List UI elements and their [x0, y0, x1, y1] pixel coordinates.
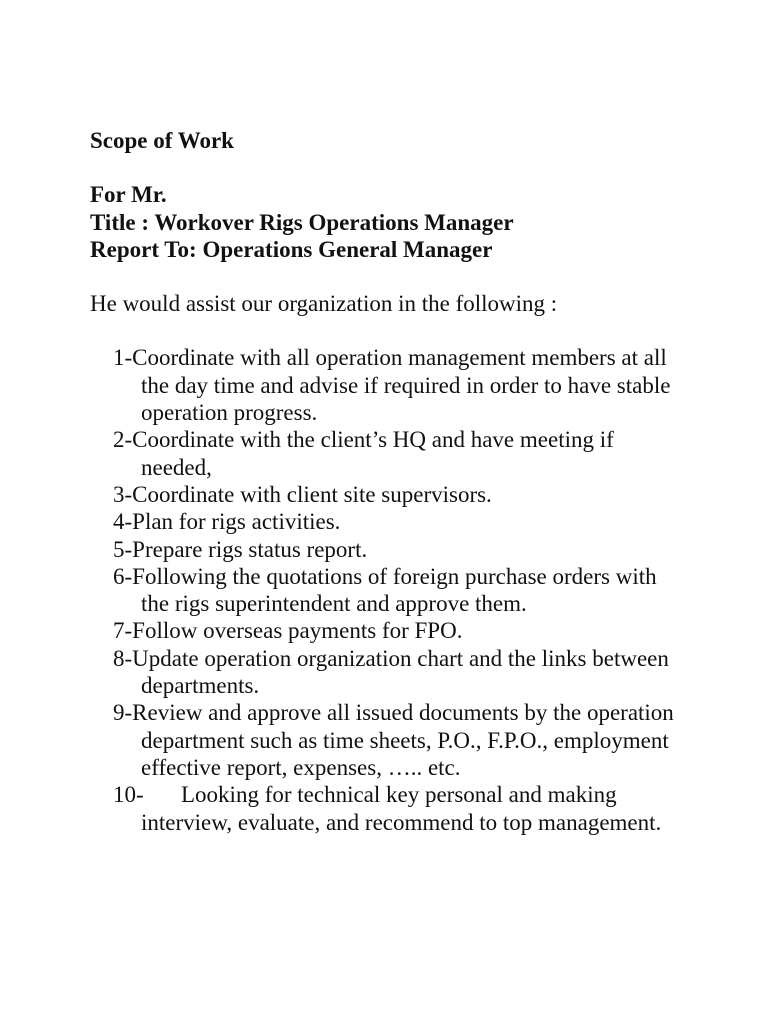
document-heading: Scope of Work [90, 128, 234, 153]
duty-item [113, 344, 690, 426]
duty-text: Coordinate with the client’s HQ and have meeting if needed, [132, 427, 614, 480]
duty-number: 8- [113, 645, 133, 671]
duty-item [113, 426, 690, 481]
for-line: For Mr. [90, 182, 167, 208]
duty-text: Plan for rigs activities. [132, 509, 341, 535]
duty-item [113, 481, 690, 508]
duty-number: 2- [113, 427, 133, 453]
duty-text: Update operation organization chart and the links between departments. [132, 645, 669, 699]
meta-block [90, 181, 690, 263]
duty-number: 10- [113, 782, 144, 808]
duty-item [113, 563, 690, 618]
duty-text: Review and approve all issued documents by the operation department such as time sheets, P.O., F.P.O., employment effective report, expenses, ….. etc. [132, 700, 674, 780]
title-line: Title : Workover Rigs Operations Manager [90, 209, 514, 235]
duty-text: Following the quotations of foreign purchase orders with the rigs superintendent and approve them. [132, 563, 657, 617]
duty-item [113, 699, 690, 781]
heading-block [90, 127, 690, 154]
duty-item [113, 508, 690, 535]
duty-number: 4- [113, 509, 133, 535]
duty-text: Follow overseas payments for FPO. [132, 618, 463, 644]
duty-text: Coordinate with client site supervisors. [132, 481, 492, 507]
duty-number: 7- [113, 618, 133, 644]
duty-number: 1- [113, 345, 133, 371]
duty-number: 5- [113, 536, 133, 562]
duty-item [113, 536, 690, 563]
duties-list [90, 344, 690, 835]
duty-item [113, 617, 690, 644]
duty-text: Coordinate with all operation management members at all the day time and advise if required in order to have stable operation progress. [132, 345, 671, 426]
duty-number: 3- [113, 481, 133, 507]
duty-text: Prepare rigs status report. [132, 536, 368, 562]
duty-number: 9- [113, 700, 133, 726]
duty-text: Looking for technical key personal and making interview, evaluate, and recommend to top management. [141, 782, 662, 835]
duty-number: 6- [113, 563, 133, 589]
document-body [90, 127, 690, 836]
duty-item [113, 781, 690, 836]
duty-item [113, 645, 690, 700]
report-to-line: Report To: Operations General Manager [90, 236, 493, 262]
intro-paragraph: He would assist our organization in the following : [90, 291, 558, 317]
